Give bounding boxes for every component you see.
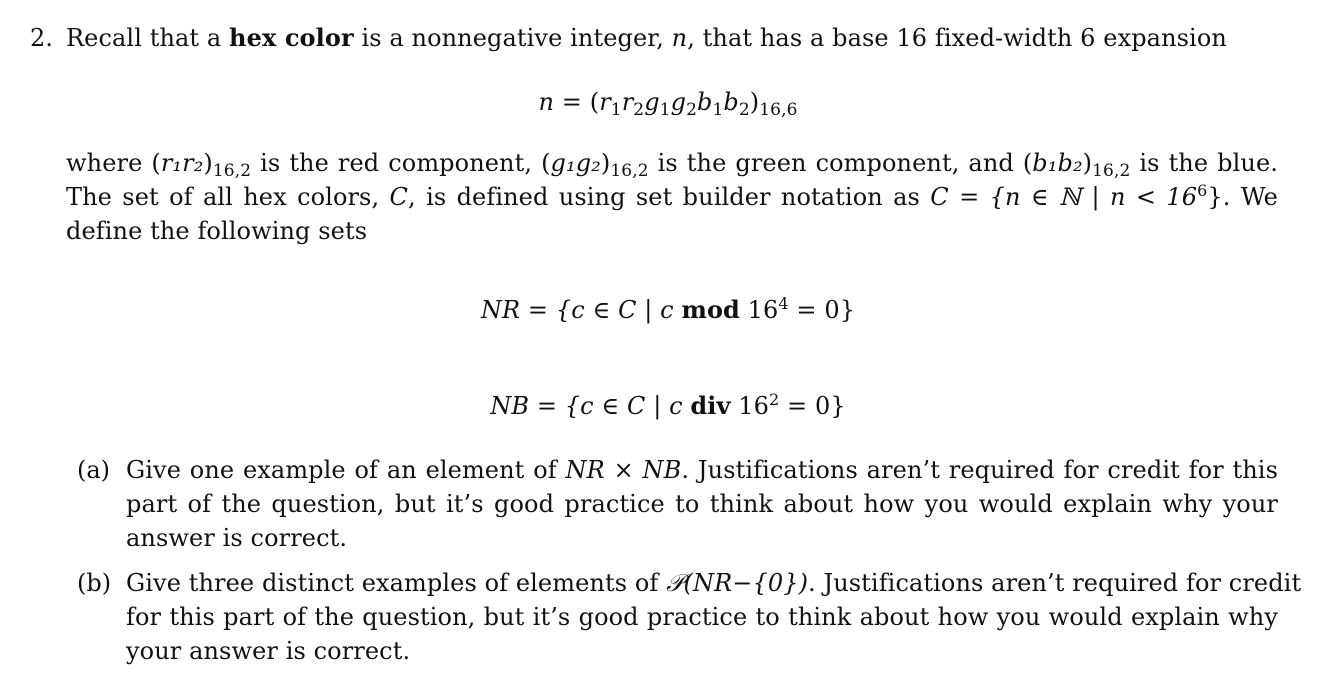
- text: }.: [1207, 183, 1231, 211]
- digit-b: b: [696, 88, 713, 116]
- digit-sub: 2: [686, 100, 697, 120]
- base: 16: [730, 392, 770, 420]
- red-subscript: 16,2: [212, 161, 252, 181]
- intro-text-3: , that has a base 16 fixed-width 6 expansion: [687, 24, 1227, 52]
- intro-line: [66, 23, 1227, 53]
- digit-r: r: [621, 88, 634, 116]
- text: is the blue.: [1130, 149, 1278, 177]
- digit-sub: 2: [738, 100, 750, 120]
- blue-subscript: 16,2: [1092, 161, 1131, 181]
- base: 16: [739, 296, 779, 324]
- text: is the red component, (: [251, 149, 551, 177]
- var-c: C: [389, 183, 409, 211]
- part-b-line-1: [126, 568, 1302, 598]
- text: . Justifications aren’t required for credit: [808, 569, 1302, 597]
- digit-g: g: [670, 88, 687, 116]
- part-b-line-3: your answer is correct.: [126, 637, 411, 665]
- text: = 0}: [788, 296, 856, 324]
- power-set: 𝒫(NR−{0}): [666, 569, 809, 597]
- part-b-label: (b): [77, 569, 112, 597]
- set-definition-line: [66, 182, 1278, 212]
- eq-subscript: 16,6: [759, 100, 798, 120]
- digit-sub: 1: [610, 100, 622, 120]
- div-operator: div: [690, 391, 731, 420]
- set-builder-c: C = {n ∈ ℕ | n < 16: [930, 183, 1198, 211]
- text: Give three distinct examples of elements of: [126, 569, 667, 597]
- nb-symbol: NB: [490, 392, 530, 420]
- problem-number: 2.: [30, 24, 53, 52]
- mod-operator: mod: [681, 295, 740, 324]
- text: Give one example of an element of: [126, 456, 566, 484]
- digit-sub: 1: [712, 100, 724, 120]
- digit-sub: 1: [659, 100, 671, 120]
- text: is the green component, and (: [648, 149, 1033, 177]
- part-a-line-1: [126, 455, 1278, 485]
- part-a-line-2: part of the question, but it’s good practice to think about how you would explain why your: [126, 490, 1278, 518]
- text: We: [1240, 183, 1278, 211]
- green-digits: g₁g₂: [550, 149, 601, 177]
- exponent: 4: [778, 294, 789, 313]
- digit-r: r: [599, 88, 611, 116]
- green-subscript: 16,2: [610, 161, 649, 181]
- red-digits: r₁r₂: [160, 149, 204, 177]
- nb-set-definition: [0, 391, 1336, 421]
- eq-open: = (: [554, 88, 600, 116]
- define-line: define the following sets: [66, 217, 368, 245]
- part-a-label: (a): [77, 456, 111, 484]
- exponent: 2: [769, 390, 780, 409]
- nr-builder: = {c ∈ C | c: [520, 296, 682, 324]
- text: The set of all hex colors,: [66, 183, 390, 211]
- digit-g: g: [644, 88, 660, 116]
- intro-var-n: n: [671, 24, 688, 52]
- exponent: 6: [1197, 181, 1208, 200]
- nr-set-definition: [0, 295, 1336, 325]
- nr-symbol: NR: [480, 296, 521, 324]
- part-a-line-3: answer is correct.: [126, 524, 348, 552]
- eq-close: ): [749, 88, 760, 116]
- digit-b: b: [723, 88, 739, 116]
- text: where (: [66, 149, 161, 177]
- intro-text-2: is a nonnegative integer,: [353, 24, 672, 52]
- text: , is defined using set builder notation as: [408, 183, 931, 211]
- text: = 0}: [779, 392, 846, 420]
- eq-lhs: n: [538, 88, 555, 116]
- intro-text-1: Recall that a: [66, 24, 230, 52]
- part-b-line-2: for this part of the question, but it’s good practice to think about how you would explain why: [126, 603, 1278, 631]
- cartesian-product: NR × NB: [565, 456, 682, 484]
- digit-sub: 2: [633, 100, 645, 120]
- components-line: where $(r_1r_2)_{16,2}$ is the red component, $(g_1g_2)_{16,2}$ is the green component, and $(b_1b_2)_{16,2}$ is the blue.: [66, 149, 1278, 181]
- display-equation-hex: [0, 87, 1336, 120]
- text: . Justifications aren’t required for credit for this: [681, 456, 1278, 484]
- intro-bold-term: hex color: [229, 23, 354, 52]
- blue-digits: b₁b₂: [1032, 149, 1083, 177]
- nb-builder: = {c ∈ C | c: [529, 392, 691, 420]
